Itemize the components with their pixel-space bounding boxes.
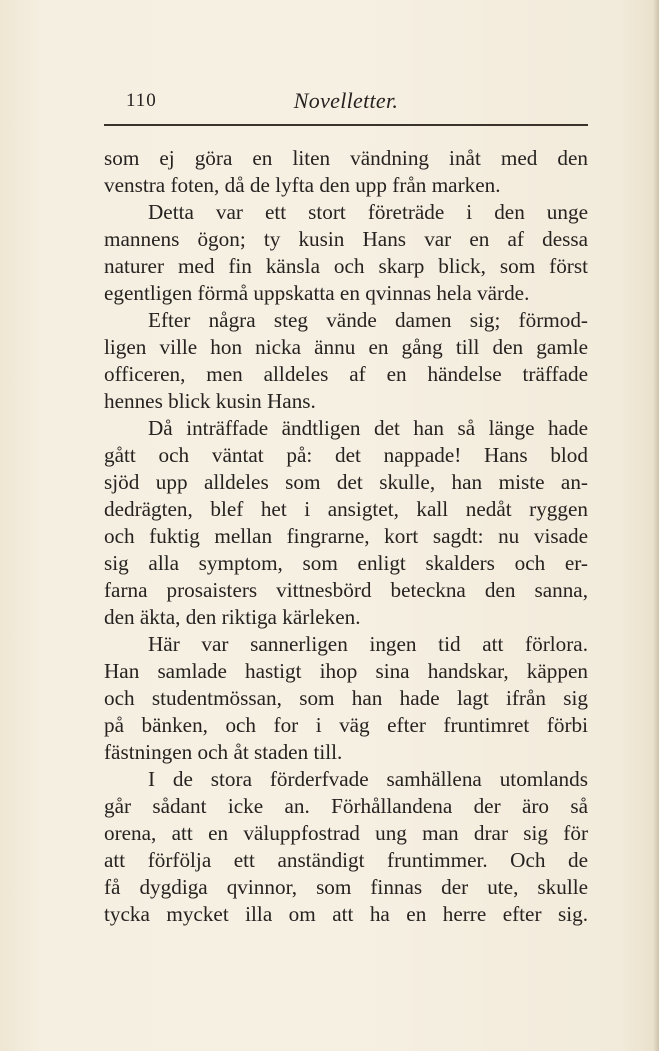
text-line: ligen ville hon nicka ännu en gång till den gamle [104, 335, 588, 359]
text-line: officeren, men alldeles af en händelse träffade [104, 362, 588, 386]
text-line: fästningen och åt staden till. [104, 740, 343, 764]
header-rule [104, 124, 588, 126]
text-line: få dygdiga qvinnor, som finnas der ute, skulle [104, 875, 588, 899]
text-line: tycka mycket illa om att ha en herre efter sig. [104, 902, 588, 926]
text-line: Då inträffade ändtligen det han så länge hade [148, 416, 588, 440]
text-line: mannens ögon; ty kusin Hans var en af dessa [104, 227, 588, 251]
text-line: och studentmössan, som han hade lagt ifrån sig [104, 686, 588, 710]
text-line: går sådant icke an. Förhållandena der äro så [104, 794, 588, 818]
text-line: dedrägten, blef het i ansigtet, kall nedåt ryggen [104, 497, 588, 521]
text-line: sig alla symptom, som enligt skalders och er- [104, 551, 588, 575]
page-edge-shadow [653, 0, 659, 1051]
text-line: orena, att en väluppfostrad ung man drar sig för [104, 821, 588, 845]
running-title: Novelletter. [293, 88, 399, 113]
text-line: Detta var ett stort företräde i den unge [148, 200, 588, 224]
text-line: att förfölja ett anständigt fruntimmer. Och de [104, 848, 588, 872]
text-line: Han samlade hastigt ihop sina handskar, käppen [104, 659, 588, 683]
text-line: på bänken, och for i väg efter fruntimret förbi [104, 713, 588, 737]
text-line: sjöd upp alldeles som det skulle, han miste an- [104, 470, 588, 494]
text-line: egentligen förmå uppskatta en qvinnas hela värde. [104, 281, 530, 305]
text-line: som ej göra en liten vändning inåt med den [104, 146, 588, 170]
page-header [104, 84, 588, 118]
text-line: farna prosaisters vittnesbörd beteckna den sanna, [104, 578, 588, 602]
text-line: och fuktig mellan fingrarne, kort sagdt: nu visade [104, 524, 588, 548]
text-line: hennes blick kusin Hans. [104, 389, 316, 413]
text-line: den äkta, den riktiga kärleken. [104, 605, 361, 629]
text-line: I de stora förderfvade samhällena utomlands [148, 767, 588, 791]
text-line: Här var sannerligen ingen tid att förlora. [148, 632, 588, 656]
text-line: naturer med fin känsla och skarp blick, som först [104, 254, 588, 278]
text-line: gått och väntat på: det nappade! Hans blod [104, 443, 588, 467]
text-line: venstra foten, då de lyfta den upp från marken. [104, 173, 501, 197]
page-number: 110 [126, 90, 157, 111]
text-line: Efter några steg vände damen sig; förmod- [148, 308, 588, 332]
body-text [104, 145, 588, 928]
